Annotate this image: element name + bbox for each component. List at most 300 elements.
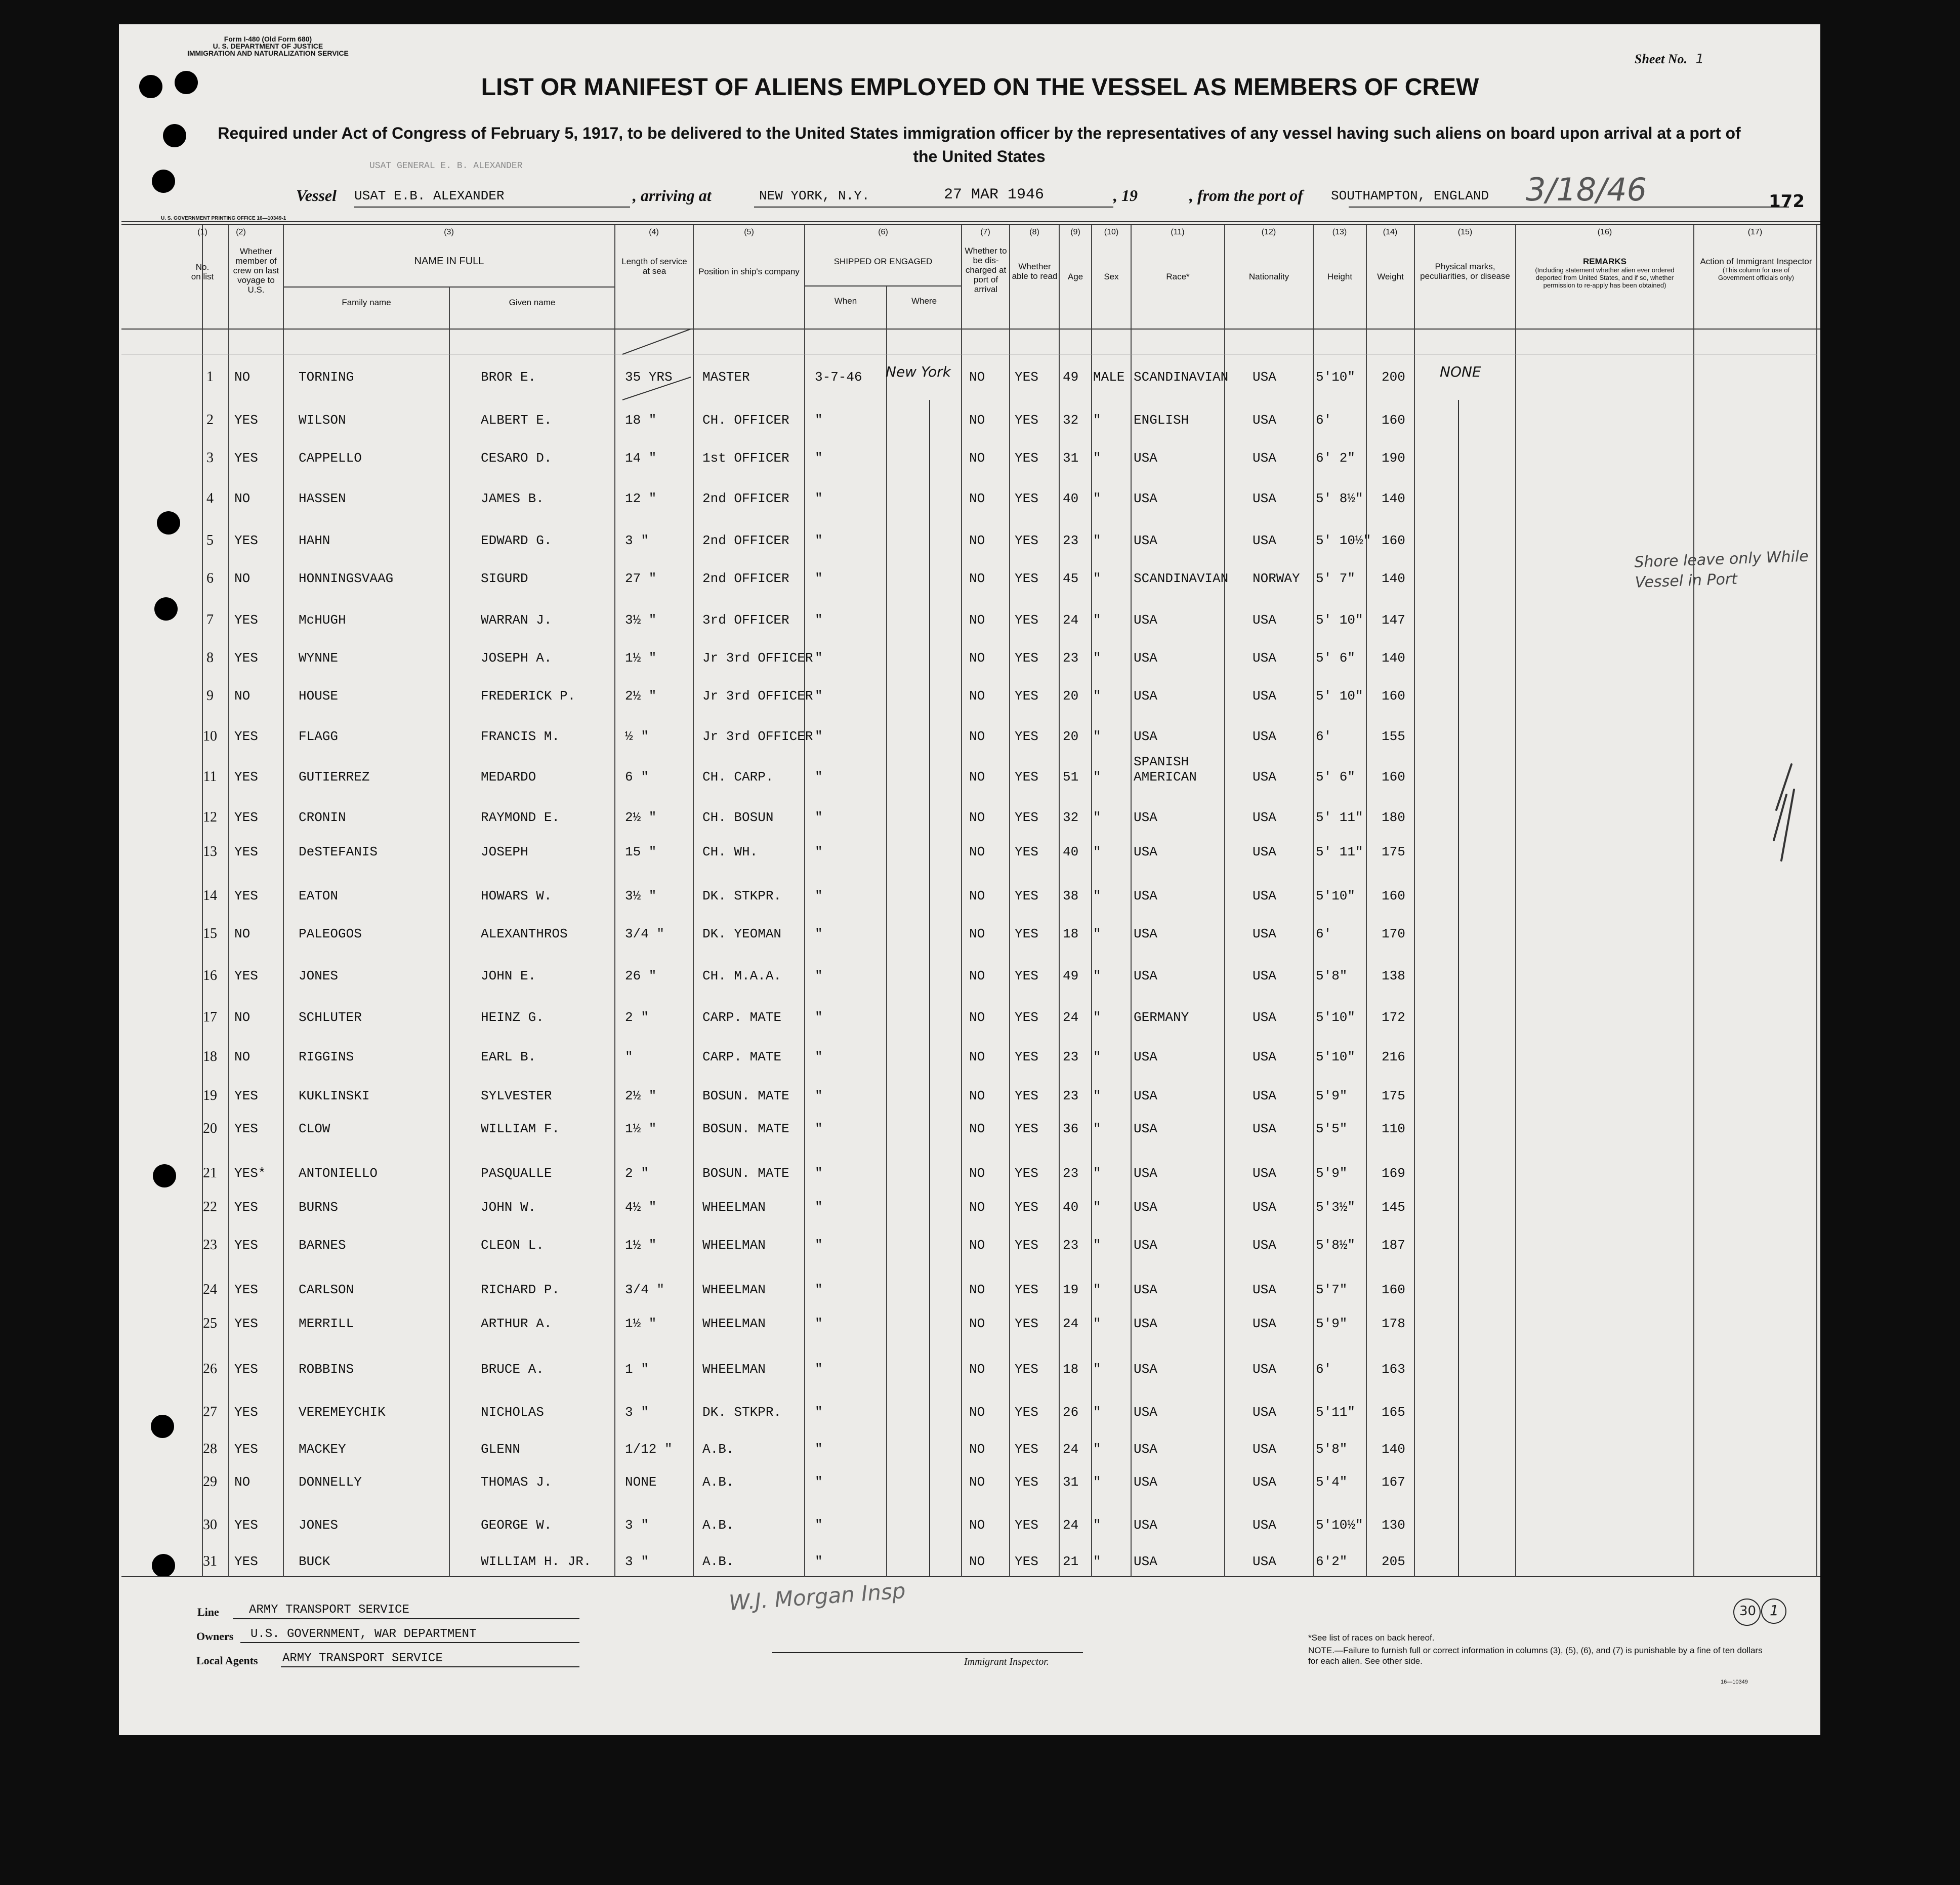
cell-height: 5' 8½" — [1316, 491, 1363, 506]
cell-family-name: ROBBINS — [299, 1362, 354, 1377]
cell-prev-voyage: NO — [234, 926, 251, 941]
cell-family-name: EATON — [299, 888, 339, 904]
cell-family-name: HAHN — [299, 533, 330, 548]
cell-service: 12 " — [625, 491, 657, 506]
cell-given-name: JAMES B. — [481, 491, 544, 506]
cell-given-name: PASQUALLE — [481, 1166, 552, 1181]
cell-when: " — [815, 1362, 823, 1377]
cell-when: " — [815, 844, 823, 859]
cell-no: 5 — [206, 532, 214, 548]
cell-discharged: NO — [969, 769, 985, 785]
inspector-signature: W.J. Morgan Insp — [728, 1578, 906, 1616]
cell-weight: 138 — [1382, 968, 1405, 984]
cell-when: " — [815, 1442, 823, 1457]
cell-weight: 160 — [1382, 688, 1405, 704]
cell-prev-voyage: NO — [234, 571, 251, 586]
cell-race: USA — [1134, 1200, 1157, 1215]
cell-given-name: CESARO D. — [481, 450, 552, 466]
cell-family-name: WYNNE — [299, 650, 339, 666]
cell-no: 13 — [203, 844, 217, 859]
cell-nationality: USA — [1253, 688, 1276, 704]
cell-age: 31 — [1063, 1474, 1079, 1490]
cell-age: 49 — [1063, 968, 1079, 984]
cell-service: ½ " — [625, 729, 649, 744]
cell-age: 23 — [1063, 1238, 1079, 1253]
year-label: , 19 — [1113, 186, 1138, 204]
cell-nationality: USA — [1253, 533, 1276, 548]
cell-able-read: YES — [1015, 844, 1038, 859]
cell-no: 17 — [203, 1009, 217, 1025]
cell-when: " — [815, 688, 823, 704]
cell-discharged: NO — [969, 1010, 985, 1025]
cell-given-name: HOWARS W. — [481, 888, 552, 904]
cell-service: 26 " — [625, 968, 657, 984]
cell-position: CARP. MATE — [702, 1049, 782, 1064]
cell-when: " — [815, 1010, 823, 1025]
cell-given-name: RAYMOND E. — [481, 810, 560, 825]
cell-discharged: NO — [969, 1200, 985, 1215]
cell-prev-voyage: YES — [234, 888, 258, 904]
cell-when: 3-7-46 — [815, 370, 862, 385]
cell-weight: 167 — [1382, 1474, 1405, 1490]
cell-weight: 140 — [1382, 571, 1405, 586]
cell-discharged: NO — [969, 1442, 985, 1457]
cell-nationality: USA — [1253, 1405, 1276, 1420]
header-given-name: Given name — [509, 298, 556, 307]
cell-no: 14 — [203, 888, 217, 904]
cell-race: USA — [1134, 888, 1157, 904]
cell-position: 3rd OFFICER — [702, 612, 789, 628]
line-value: ARMY TRANSPORT SERVICE — [249, 1603, 409, 1617]
header-length-service: Length of service at sea — [621, 257, 687, 276]
cell-discharged: NO — [969, 844, 985, 859]
cell-prev-voyage: NO — [234, 1049, 251, 1064]
cell-family-name: CAPPELLO — [299, 450, 362, 466]
cell-service: 27 " — [625, 571, 657, 586]
cell-height: 5'10" — [1316, 888, 1356, 904]
cell-no: 4 — [206, 490, 214, 506]
cell-sex: " — [1093, 729, 1101, 744]
cell-when: " — [815, 1405, 823, 1420]
cell-weight: 160 — [1382, 769, 1405, 785]
cell-race: USA — [1134, 1121, 1157, 1136]
cell-nationality: NORWAY — [1253, 571, 1300, 586]
cell-sex: " — [1093, 1049, 1101, 1064]
header-weight: Weight — [1377, 272, 1404, 281]
cell-family-name: BARNES — [299, 1238, 346, 1253]
cell-position: 2nd OFFICER — [702, 533, 789, 548]
cell-given-name: THOMAS J. — [481, 1474, 552, 1490]
cell-service: NONE — [625, 1474, 657, 1490]
cell-sex: " — [1093, 571, 1101, 586]
cell-prev-voyage: NO — [234, 688, 251, 704]
cell-age: 21 — [1063, 1554, 1079, 1569]
cell-sex: " — [1093, 1010, 1101, 1025]
cell-height: 5'9" — [1316, 1166, 1348, 1181]
cell-nationality: USA — [1253, 1200, 1276, 1215]
remarks-title: REMARKS — [1583, 257, 1627, 266]
vessel-label: Vessel — [296, 186, 337, 204]
cell-given-name: JOSEPH — [481, 844, 528, 859]
cell-when: " — [815, 729, 823, 744]
sheet-no-value: 1 — [1695, 52, 1704, 67]
cell-prev-voyage: YES — [234, 650, 258, 666]
cell-family-name: DONNELLY — [299, 1474, 362, 1490]
cell-given-name: HEINZ G. — [481, 1010, 544, 1025]
cell-when: " — [815, 769, 823, 785]
cell-discharged: NO — [969, 1088, 985, 1103]
cell-when: " — [815, 1474, 823, 1490]
cell-race: USA — [1134, 650, 1157, 666]
cell-able-read: YES — [1015, 1474, 1038, 1490]
cell-discharged: NO — [969, 926, 985, 941]
column-number: (17) — [1747, 228, 1763, 236]
cell-prev-voyage: YES — [234, 450, 258, 466]
cell-discharged: NO — [969, 1166, 985, 1181]
cell-service: 3/4 " — [625, 926, 665, 941]
header-nationality: Nationality — [1248, 272, 1289, 281]
cell-sex: MALE — [1093, 370, 1125, 385]
cell-race: SPANISH AMERICAN — [1134, 754, 1197, 785]
cell-position: A.B. — [702, 1474, 734, 1490]
cell-service: 1½ " — [625, 1238, 657, 1253]
agents-label: Local Agents — [196, 1654, 258, 1667]
cell-family-name: JONES — [299, 1518, 339, 1533]
cell-age: 24 — [1063, 1010, 1079, 1025]
cell-sex: " — [1093, 413, 1101, 428]
cell-prev-voyage: YES — [234, 1316, 258, 1331]
page-number: 172 — [1769, 191, 1805, 212]
cell-sex: " — [1093, 1316, 1101, 1331]
cell-family-name: PALEOGOS — [299, 926, 362, 941]
cell-able-read: YES — [1015, 1010, 1038, 1025]
cell-position: A.B. — [702, 1518, 734, 1533]
vessel-name: USAT E.B. ALEXANDER — [354, 188, 505, 203]
cell-height: 6' — [1316, 413, 1332, 428]
cell-race: USA — [1134, 1049, 1157, 1064]
cell-sex: " — [1093, 1166, 1101, 1181]
cell-discharged: NO — [969, 612, 985, 628]
cell-position: CH. BOSUN — [702, 810, 774, 825]
cell-position: WHEELMAN — [702, 1282, 766, 1297]
cell-prev-voyage: YES — [234, 1405, 258, 1420]
cell-sex: " — [1093, 1282, 1101, 1297]
column-number: (10) — [1104, 228, 1119, 236]
cell-no: 3 — [206, 450, 214, 466]
cell-given-name: SIGURD — [481, 571, 528, 586]
inspector-check-mark — [1774, 764, 1794, 860]
cell-no: 19 — [203, 1088, 217, 1103]
cell-sex: " — [1093, 1442, 1101, 1457]
cell-when: " — [815, 968, 823, 984]
cell-nationality: USA — [1253, 1049, 1276, 1064]
cell-nationality: USA — [1253, 1166, 1276, 1181]
cell-sex: " — [1093, 1121, 1101, 1136]
cell-prev-voyage: YES* — [234, 1166, 266, 1181]
cell-prev-voyage: YES — [234, 1518, 258, 1533]
cell-service: 2½ " — [625, 810, 657, 825]
cell-race: USA — [1134, 450, 1157, 466]
cell-age: 20 — [1063, 729, 1079, 744]
cell-sex: " — [1093, 926, 1101, 941]
cell-able-read: YES — [1015, 1166, 1038, 1181]
cell-weight: 163 — [1382, 1362, 1405, 1377]
header-sex: Sex — [1104, 272, 1119, 281]
cell-age: 36 — [1063, 1121, 1079, 1136]
cell-sex: " — [1093, 1238, 1101, 1253]
cell-given-name: ALBERT E. — [481, 413, 552, 428]
cell-discharged: NO — [969, 650, 985, 666]
header-prev-voyage: Whether member of crew on last voyage to U.S. — [233, 247, 279, 295]
cell-weight: 216 — [1382, 1049, 1405, 1064]
cell-age: 32 — [1063, 810, 1079, 825]
header-physical: Physical marks, peculiarities, or disease — [1420, 262, 1510, 281]
cell-service: 1 " — [625, 1362, 649, 1377]
cell-able-read: YES — [1015, 1442, 1038, 1457]
cell-family-name: CRONIN — [299, 810, 346, 825]
cell-given-name: FRANCIS M. — [481, 729, 560, 744]
race-footnote: *See list of races on back hereof. — [1308, 1633, 1435, 1643]
cell-sex: " — [1093, 450, 1101, 466]
cell-sex: " — [1093, 1405, 1101, 1420]
cell-discharged: NO — [969, 491, 985, 506]
cell-race: USA — [1134, 1518, 1157, 1533]
cell-weight: 160 — [1382, 413, 1405, 428]
agency: U. S. DEPARTMENT OF JUSTICE — [213, 42, 323, 50]
cell-race: USA — [1134, 1442, 1157, 1457]
line-label: Line — [197, 1606, 219, 1618]
cell-family-name: BUCK — [299, 1554, 330, 1569]
cell-height: 5'10" — [1316, 1049, 1356, 1064]
cell-able-read: YES — [1015, 1121, 1038, 1136]
cell-service: 2½ " — [625, 688, 657, 704]
cell-service: 3½ " — [625, 612, 657, 628]
cell-no: 29 — [203, 1474, 217, 1490]
cell-nationality: USA — [1253, 1518, 1276, 1533]
cell-nationality: USA — [1253, 1474, 1276, 1490]
header-position: Position in ship's company — [698, 267, 800, 276]
cell-no: 18 — [203, 1049, 217, 1064]
cell-sex: " — [1093, 491, 1101, 506]
cell-age: 24 — [1063, 612, 1079, 628]
cell-given-name: NICHOLAS — [481, 1405, 544, 1420]
shore-leave-note: Shore leave only While Vessel in Port — [1634, 547, 1809, 592]
cell-prev-voyage: YES — [234, 1554, 258, 1569]
cell-when: " — [815, 1049, 823, 1064]
cell-able-read: YES — [1015, 769, 1038, 785]
cell-discharged: NO — [969, 688, 985, 704]
cell-weight: 140 — [1382, 491, 1405, 506]
cell-race: USA — [1134, 729, 1157, 744]
action-subtitle: (This column for use of Government officials only) — [1718, 266, 1795, 281]
cell-given-name: RICHARD P. — [481, 1282, 560, 1297]
cell-position: DK. STKPR. — [702, 1405, 782, 1420]
cell-family-name: HOUSE — [299, 688, 339, 704]
column-number: (11) — [1171, 228, 1185, 236]
cell-nationality: USA — [1253, 413, 1276, 428]
cell-sex: " — [1093, 1554, 1101, 1569]
cell-sex: " — [1093, 1474, 1101, 1490]
cell-when: " — [815, 450, 823, 466]
cell-service: 1½ " — [625, 650, 657, 666]
cell-age: 45 — [1063, 571, 1079, 586]
cell-no: 10 — [203, 728, 217, 744]
cell-height: 5'8½" — [1316, 1238, 1356, 1253]
column-number: (3) — [444, 228, 454, 236]
cell-service: 14 " — [625, 450, 657, 466]
cell-position: DK. YEOMAN — [702, 926, 782, 941]
cell-family-name: VEREMEYCHIK — [299, 1405, 386, 1420]
cell-able-read: YES — [1015, 650, 1038, 666]
page-title: LIST OR MANIFEST OF ALIENS EMPLOYED ON THE VESSEL AS MEMBERS OF CREW — [481, 74, 1479, 101]
cell-no: 26 — [203, 1361, 217, 1377]
cell-family-name: TORNING — [299, 370, 354, 385]
cell-sex: " — [1093, 1088, 1101, 1103]
cell-position: BOSUN. MATE — [702, 1121, 789, 1136]
cell-height: 6'2" — [1316, 1554, 1348, 1569]
cell-position: CH. OFFICER — [702, 413, 789, 428]
cell-when: " — [815, 1200, 823, 1215]
column-number: (12) — [1261, 228, 1276, 236]
cell-nationality: USA — [1253, 926, 1276, 941]
cell-height: 5'9" — [1316, 1316, 1348, 1331]
cell-nationality: USA — [1253, 1010, 1276, 1025]
cell-sex: " — [1093, 688, 1101, 704]
cell-nationality: USA — [1253, 888, 1276, 904]
cell-weight: 160 — [1382, 888, 1405, 904]
cell-when: " — [815, 1238, 823, 1253]
cell-height: 5'10" — [1316, 1010, 1356, 1025]
cell-service: 3 " — [625, 1554, 649, 1569]
cell-height: 5' 10½" — [1316, 533, 1371, 548]
arriving-port: NEW YORK, N.Y. — [759, 188, 870, 203]
cell-age: 31 — [1063, 450, 1079, 466]
header-name-in-full: NAME IN FULL — [414, 256, 484, 267]
cell-given-name: GLENN — [481, 1442, 521, 1457]
cell-no: 9 — [206, 688, 214, 704]
cell-able-read: YES — [1015, 729, 1038, 744]
cell-no: 7 — [206, 612, 214, 628]
cell-family-name: HONNINGSVAAG — [299, 571, 394, 586]
cell-weight: 140 — [1382, 1442, 1405, 1457]
gov-print-line: U. S. GOVERNMENT PRINTING OFFICE 16—10349-1 — [161, 216, 286, 221]
cell-given-name: WILLIAM F. — [481, 1121, 560, 1136]
cell-when: " — [815, 1121, 823, 1136]
form-code: 16—10349 — [1721, 1679, 1748, 1685]
cell-able-read: YES — [1015, 612, 1038, 628]
cell-family-name: ANTONIELLO — [299, 1166, 378, 1181]
cell-position: A.B. — [702, 1442, 734, 1457]
column-number: (4) — [649, 228, 659, 236]
service: IMMIGRATION AND NATURALIZATION SERVICE — [187, 49, 349, 57]
cell-weight: 180 — [1382, 810, 1405, 825]
cell-age: 18 — [1063, 1362, 1079, 1377]
header-race: Race* — [1166, 272, 1190, 281]
header-when: When — [834, 296, 857, 306]
cell-given-name: WARRAN J. — [481, 612, 552, 628]
cell-able-read: YES — [1015, 810, 1038, 825]
cell-discharged: NO — [969, 1518, 985, 1533]
cell-when: " — [815, 533, 823, 548]
cell-nationality: USA — [1253, 1362, 1276, 1377]
cell-family-name: JONES — [299, 968, 339, 984]
cell-weight: 169 — [1382, 1166, 1405, 1181]
cell-nationality: USA — [1253, 370, 1276, 385]
cell-nationality: USA — [1253, 612, 1276, 628]
arriving-label: , arriving at — [633, 186, 712, 204]
cell-prev-voyage: YES — [234, 1121, 258, 1136]
cell-height: 5'5" — [1316, 1121, 1348, 1136]
cell-sex: " — [1093, 533, 1101, 548]
column-number: (2) — [236, 228, 246, 236]
cell-race: USA — [1134, 926, 1157, 941]
penalty-note: NOTE.—Failure to furnish full or correct information in columns (3), (5), (6), and (7) is punishable by a fine of ten dollars for each alien. See other side. — [1308, 1646, 1763, 1666]
cell-race: SCANDINAVIAN — [1134, 571, 1229, 586]
agents-value: ARMY TRANSPORT SERVICE — [282, 1652, 443, 1665]
cell-race: USA — [1134, 1088, 1157, 1103]
cell-family-name: HASSEN — [299, 491, 346, 506]
cell-family-name: GUTIERREZ — [299, 769, 370, 785]
cell-prev-voyage: NO — [234, 1010, 251, 1025]
cell-no: 24 — [203, 1282, 217, 1297]
cell-when: " — [815, 1282, 823, 1297]
cell-no: 1 — [206, 369, 214, 385]
cell-family-name: BURNS — [299, 1200, 339, 1215]
cell-when: " — [815, 1518, 823, 1533]
cell-family-name: MACKEY — [299, 1442, 346, 1457]
cell-position: Jr 3rd OFFICER — [702, 650, 813, 666]
cell-service: 2 " — [625, 1166, 649, 1181]
handwritten-date: 3/18/46 — [1526, 171, 1647, 208]
cell-age: 38 — [1063, 888, 1079, 904]
cell-sex: " — [1093, 1362, 1101, 1377]
remarks-subtitle: (Including statement whether alien ever ordered deported from United States, and if so, whether permission to re-apply has been obtained) — [1535, 266, 1675, 289]
cell-prev-voyage: NO — [234, 491, 251, 506]
cell-nationality: USA — [1253, 1554, 1276, 1569]
cell-prev-voyage: YES — [234, 810, 258, 825]
cell-no: 2 — [206, 412, 214, 428]
cell-nationality: USA — [1253, 1088, 1276, 1103]
cell-sex: " — [1093, 1518, 1101, 1533]
cell-height: 6' — [1316, 729, 1332, 744]
cell-sex: " — [1093, 888, 1101, 904]
cell-age: 18 — [1063, 926, 1079, 941]
cell-race: GERMANY — [1134, 1010, 1189, 1025]
from-label: , from the port of — [1189, 186, 1303, 204]
cell-given-name: CLEON L. — [481, 1238, 544, 1253]
form-id: Form I-480 (Old Form 680) — [224, 35, 312, 43]
cell-when: " — [815, 888, 823, 904]
cell-height: 5'10½" — [1316, 1518, 1363, 1533]
cell-height: 5'11" — [1316, 1405, 1356, 1420]
cell-race: USA — [1134, 1238, 1157, 1253]
cell-no: 22 — [203, 1199, 217, 1215]
cell-race: ENGLISH — [1134, 413, 1189, 428]
cell-able-read: YES — [1015, 1554, 1038, 1569]
cell-race: USA — [1134, 968, 1157, 984]
cell-weight: 175 — [1382, 1088, 1405, 1103]
cell-weight: 160 — [1382, 1282, 1405, 1297]
cell-nationality: USA — [1253, 1442, 1276, 1457]
column-number: (7) — [980, 228, 990, 236]
cell-where: New York — [886, 363, 951, 380]
cell-able-read: YES — [1015, 533, 1038, 548]
header-where: Where — [911, 296, 937, 306]
cell-position: DK. STKPR. — [702, 888, 782, 904]
cell-prev-voyage: NO — [234, 1474, 251, 1490]
cell-able-read: YES — [1015, 1200, 1038, 1215]
cell-nationality: USA — [1253, 1121, 1276, 1136]
